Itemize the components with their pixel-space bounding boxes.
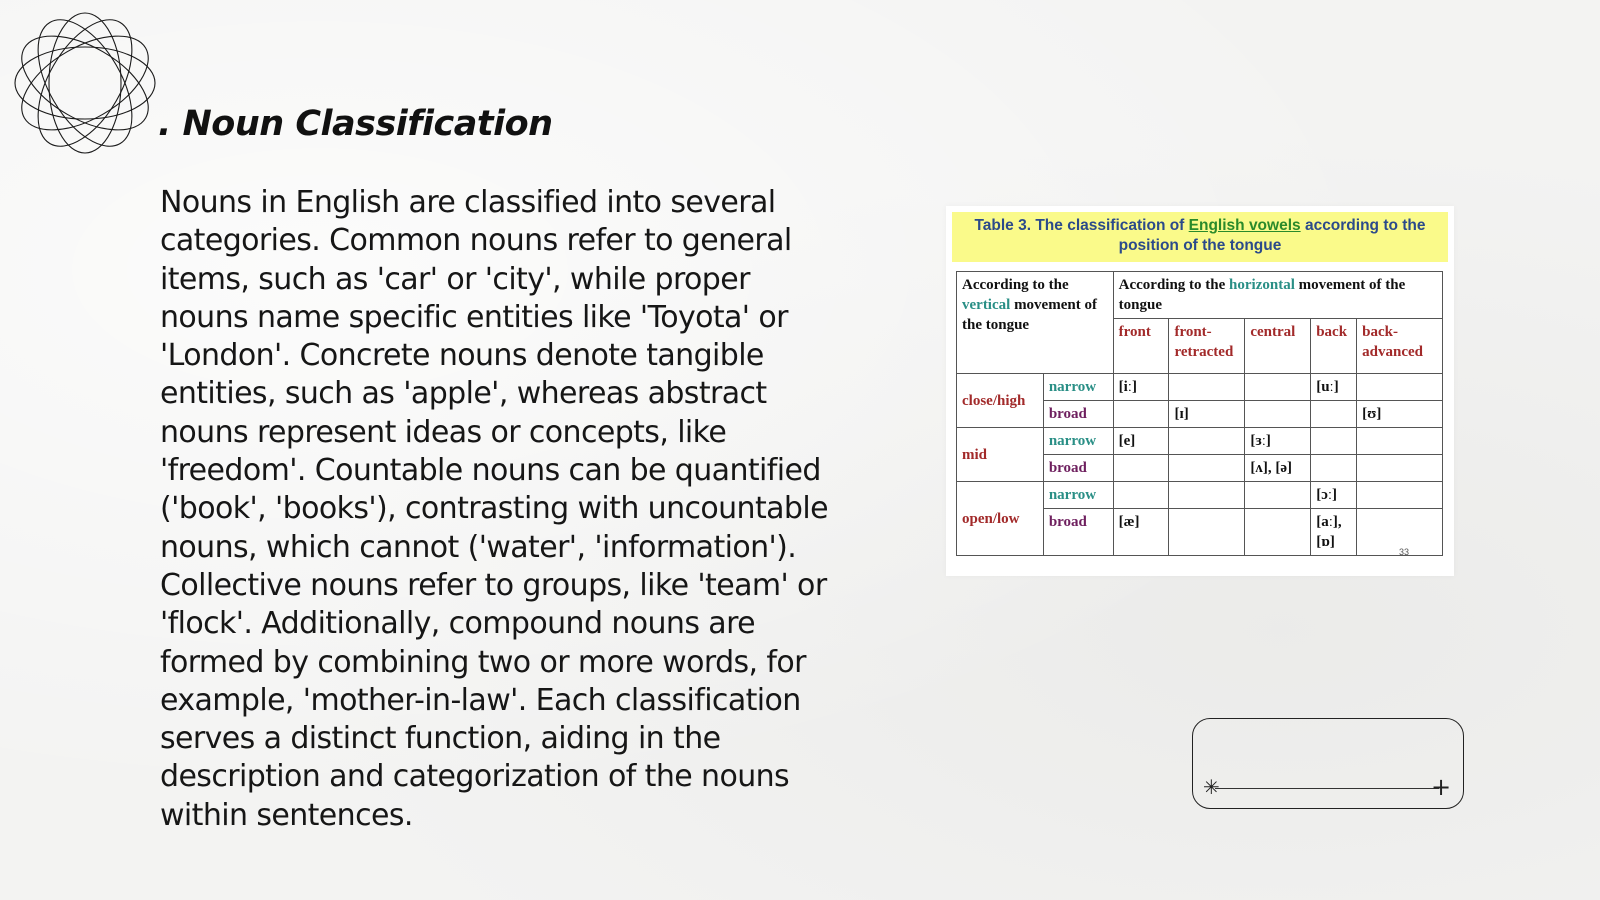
- row-type: narrow: [1043, 428, 1113, 455]
- row-type: narrow: [1043, 482, 1113, 509]
- table-cell: [ɜː]: [1245, 428, 1311, 455]
- table-cell: [1357, 482, 1443, 509]
- table-cell: [1245, 401, 1311, 428]
- caption-link[interactable]: English vowels: [1188, 217, 1301, 234]
- table-cell: [aː], [ɒ]: [1311, 509, 1357, 556]
- concentric-rings-logo: [10, 8, 160, 158]
- table-cell: [1169, 455, 1245, 482]
- row-type: broad: [1043, 509, 1113, 556]
- table-cell: [1113, 455, 1169, 482]
- table-cell: [uː]: [1311, 374, 1357, 401]
- row-type: broad: [1043, 455, 1113, 482]
- table-cell: [æ]: [1113, 509, 1169, 556]
- horizontal-movement-header: According to the horizontal movement of the tongue: [1113, 272, 1442, 319]
- row-group-label: mid: [957, 428, 1044, 482]
- table-cell: [1245, 509, 1311, 556]
- figure-caption: [952, 212, 1448, 262]
- table-row: [957, 482, 1443, 509]
- table-cell: [1169, 374, 1245, 401]
- timeline-line: [1215, 788, 1439, 789]
- vertical-movement-header: According to the vertical movement of the tongue: [957, 272, 1114, 374]
- table-cell: [1245, 482, 1311, 509]
- slide-title: . Noun Classification: [158, 104, 553, 144]
- table-header-row: [957, 272, 1443, 319]
- table-cell: [1113, 482, 1169, 509]
- plus-icon: +: [1431, 773, 1452, 801]
- table-cell: [e]: [1113, 428, 1169, 455]
- table-cell: [1311, 455, 1357, 482]
- row-group-label: open/low: [957, 482, 1044, 556]
- table-cell: [iː]: [1113, 374, 1169, 401]
- table-cell: [1169, 482, 1245, 509]
- table-cell: [1311, 428, 1357, 455]
- table-cell: [1357, 428, 1443, 455]
- column-header: central: [1245, 319, 1311, 374]
- column-header: front: [1113, 319, 1169, 374]
- column-header: back: [1311, 319, 1357, 374]
- table-cell: [1113, 401, 1169, 428]
- table-cell: [1311, 401, 1357, 428]
- table-cell: [ɔː]: [1311, 482, 1357, 509]
- figure-page-number: 33: [1399, 547, 1410, 557]
- row-type: broad: [1043, 401, 1113, 428]
- sparkle-icon: ✳: [1203, 775, 1220, 799]
- table-cell: [ʌ], [ə]: [1245, 455, 1311, 482]
- slide-body-text: Nouns in English are classified into several categories. Common nouns refer to general items, such as 'car' or 'city', while proper nouns name specific entities like 'Toyota' or 'London'. Concrete nouns denote tangible entities, such as 'apple', whereas abstract nouns represent ideas or concepts, like 'freedom'. Countable nouns can be quantified ('book', 'books'), contrasting with uncountable nouns, which cannot ('water', 'information'). Collective nouns refer to groups, like 'team' or 'flock'. Additionally, compound nouns are formed by combining two or more words, for example, 'mother-in-law'. Each classification serves a distinct function, aiding in the description and categorization of the nouns within sentences.: [160, 185, 828, 833]
- row-group-label: close/high: [957, 374, 1044, 428]
- vowel-classification-figure: [946, 206, 1454, 576]
- caption-text-end: according to the position of the tongue: [1118, 217, 1426, 254]
- table-cell: [ʊ]: [1357, 401, 1443, 428]
- table-cell: [1245, 374, 1311, 401]
- table-row: [957, 428, 1443, 455]
- vowel-table: [956, 271, 1443, 556]
- table-cell: [1169, 509, 1245, 556]
- table-cell: [ɪ]: [1169, 401, 1245, 428]
- column-header: front-retracted: [1169, 319, 1245, 374]
- column-header: back-advanced: [1357, 319, 1443, 374]
- table-cell: [1357, 455, 1443, 482]
- table-cell: [1357, 374, 1443, 401]
- decorative-timeline-box: [1192, 718, 1464, 809]
- table-cell: [1169, 428, 1245, 455]
- caption-text: Table 3. The classification of: [974, 217, 1189, 234]
- row-type: narrow: [1043, 374, 1113, 401]
- table-row: [957, 374, 1443, 401]
